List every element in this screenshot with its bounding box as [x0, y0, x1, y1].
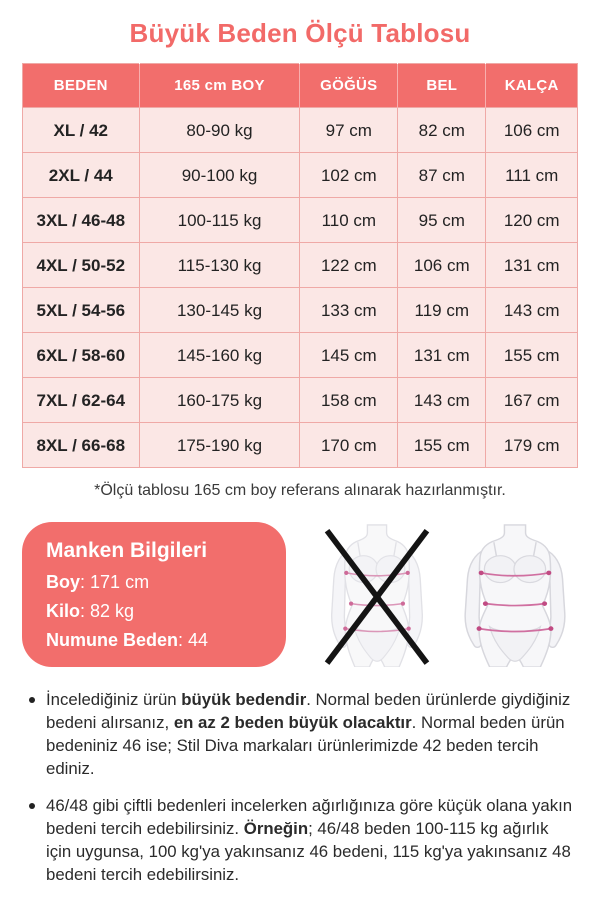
- table-row: [23, 243, 578, 288]
- cell-hip: 155 cm: [486, 333, 578, 378]
- model-height-line: Boy: 171 cm: [46, 572, 150, 593]
- model-info-section: [22, 522, 578, 667]
- cell-hip: 143 cm: [486, 288, 578, 333]
- header-kalca: KALÇA: [486, 64, 578, 108]
- cell-hip: 131 cm: [486, 243, 578, 288]
- cell-waist: 155 cm: [398, 423, 486, 468]
- crossed-out-body-figure-icon: [314, 523, 440, 667]
- cell-weight: 100-115 kg: [139, 198, 300, 243]
- cell-weight: 145-160 kg: [139, 333, 300, 378]
- header-gogus: GÖĞÜS: [300, 64, 398, 108]
- cell-waist: 95 cm: [398, 198, 486, 243]
- cell-size: 7XL / 62-64: [23, 378, 140, 423]
- notes-list: [26, 689, 574, 887]
- cell-chest: 110 cm: [300, 198, 398, 243]
- cell-waist: 106 cm: [398, 243, 486, 288]
- size-table-header: [23, 64, 578, 108]
- table-row: [23, 333, 578, 378]
- model-sample-size-line: Numune Beden: 44: [46, 630, 209, 651]
- page-title: Büyük Beden Ölçü Tablosu: [129, 18, 471, 48]
- cell-weight: 80-90 kg: [139, 108, 300, 153]
- cell-waist: 119 cm: [398, 288, 486, 333]
- cell-size: 6XL / 58-60: [23, 333, 140, 378]
- cell-weight: 160-175 kg: [139, 378, 300, 423]
- body-figures: [286, 522, 578, 667]
- cell-chest: 170 cm: [300, 423, 398, 468]
- cell-chest: 122 cm: [300, 243, 398, 288]
- note-item-sizing: İncelediğiniz ürün büyük bedendir. Normal beden ürünlerde giydiğiniz bedeni alırsanız, en az 2 beden büyük olacaktır. Normal beden ürün bedeniniz 46 ise; Stil Diva markaları ürünlerimizde 42 beden tercih ediniz.: [26, 689, 574, 780]
- table-row: [23, 108, 578, 153]
- cell-size: 5XL / 54-56: [23, 288, 140, 333]
- model-info-card: [22, 522, 286, 667]
- cell-chest: 133 cm: [300, 288, 398, 333]
- model-info-title: Manken Bilgileri: [46, 539, 208, 563]
- table-row: [23, 288, 578, 333]
- cell-waist: 131 cm: [398, 333, 486, 378]
- cell-size: 2XL / 44: [23, 153, 140, 198]
- cell-size: 8XL / 66-68: [23, 423, 140, 468]
- cell-chest: 158 cm: [300, 378, 398, 423]
- cell-weight: 175-190 kg: [139, 423, 300, 468]
- cell-weight: 115-130 kg: [139, 243, 300, 288]
- header-beden: BEDEN: [23, 64, 140, 108]
- cell-hip: 120 cm: [486, 198, 578, 243]
- cell-chest: 97 cm: [300, 108, 398, 153]
- cell-hip: 179 cm: [486, 423, 578, 468]
- cell-waist: 82 cm: [398, 108, 486, 153]
- size-table: [22, 63, 578, 468]
- table-row: [23, 153, 578, 198]
- cell-hip: 106 cm: [486, 108, 578, 153]
- cell-hip: 111 cm: [486, 153, 578, 198]
- cell-size: 3XL / 46-48: [23, 198, 140, 243]
- bullet-icon: [29, 803, 35, 809]
- table-row: [23, 423, 578, 468]
- cell-chest: 102 cm: [300, 153, 398, 198]
- plus-size-body-figure-icon: [452, 523, 578, 667]
- cell-hip: 167 cm: [486, 378, 578, 423]
- cell-chest: 145 cm: [300, 333, 398, 378]
- cell-waist: 143 cm: [398, 378, 486, 423]
- table-row: [23, 378, 578, 423]
- header-bel: BEL: [398, 64, 486, 108]
- cell-size: XL / 42: [23, 108, 140, 153]
- cell-weight: 130-145 kg: [139, 288, 300, 333]
- header-boy: 165 cm BOY: [139, 64, 300, 108]
- bullet-icon: [29, 697, 35, 703]
- table-footnote: *Ölçü tablosu 165 cm boy referans alınarak hazırlanmıştır.: [94, 482, 506, 500]
- note-item-double-sizes: 46/48 gibi çiftli bedenleri incelerken ağırlığınıza göre küçük olana yakın bedeni tercih edebilirsiniz. Örneğin; 46/48 beden 100-115 kg ağırlık için uygunsa, 100 kg'ya yakınsanız 46 bedeni, 115 kg'ya yakınsanız 48 bedeni tercih edebilirsiniz.: [26, 795, 574, 886]
- cell-weight: 90-100 kg: [139, 153, 300, 198]
- table-row: [23, 198, 578, 243]
- model-weight-line: Kilo: 82 kg: [46, 601, 135, 622]
- cell-waist: 87 cm: [398, 153, 486, 198]
- cell-size: 4XL / 50-52: [23, 243, 140, 288]
